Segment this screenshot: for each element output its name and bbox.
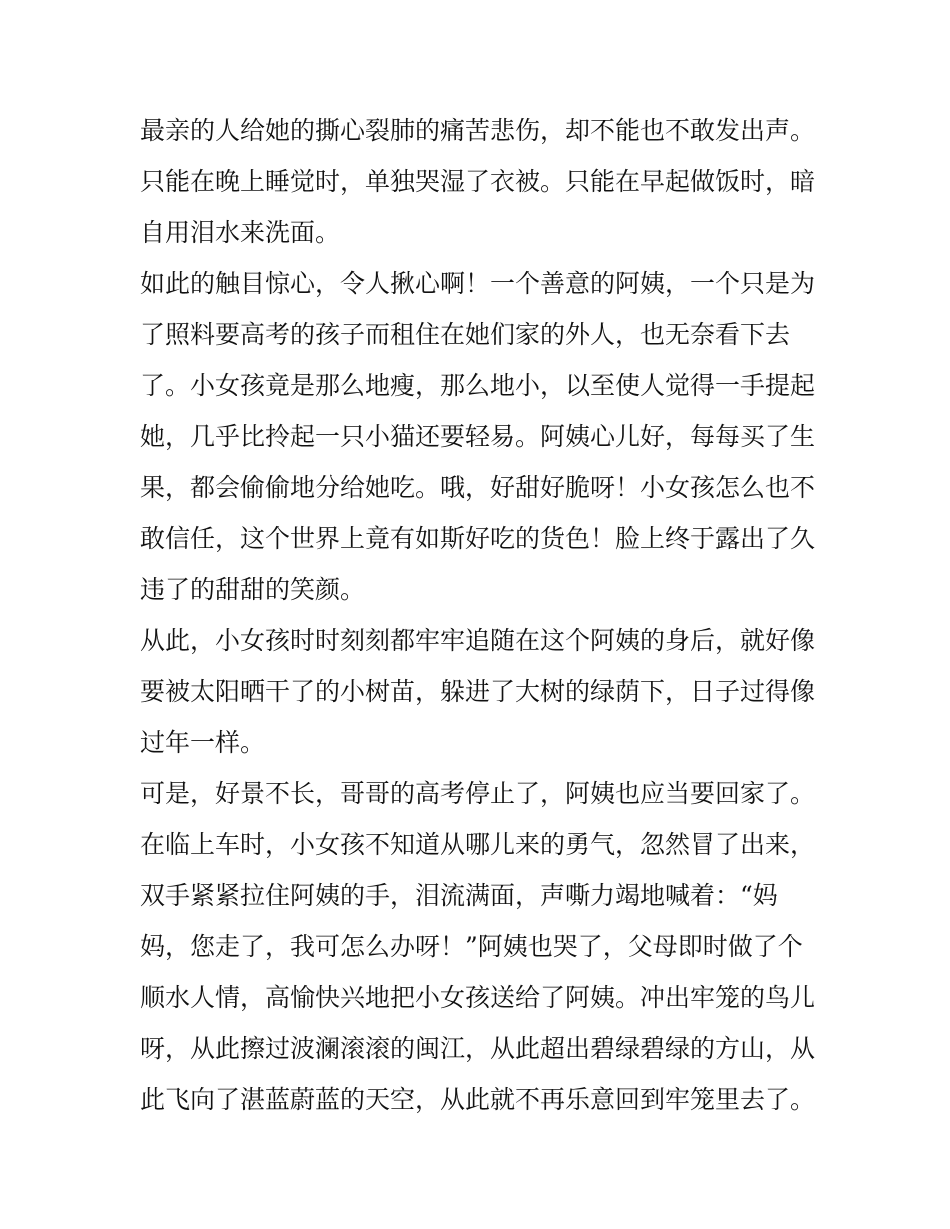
text-line: 如此的触目惊心，令人揪心啊！一个善意的阿姨，一个只是为 xyxy=(140,269,816,298)
text-line: 敢信任，这个世界上竟有如斯好吃的货色！脸上终于露出了久 xyxy=(140,524,816,553)
text-line: 妈，您走了，我可怎么办呀！”阿姨也哭了，父母即时做了个 xyxy=(140,932,803,961)
text-line: 要被太阳晒干了的小树苗，躲进了大树的绿荫下，日子过得像 xyxy=(140,677,816,706)
text-line: 过年一样。 xyxy=(140,728,266,757)
text-line: 在临上车时，小女孩不知道从哪儿来的勇气，忽然冒了出来， xyxy=(140,830,816,859)
text-line: 她，几乎比拎起一只小猫还要轻易。阿姨心儿好，每每买了生 xyxy=(140,422,816,451)
text-line: 从此，小女孩时时刻刻都牢牢追随在这个阿姨的身后，就好像 xyxy=(140,626,816,655)
body-text xyxy=(140,105,820,1125)
text-line: 顺水人情，高愉快兴地把小女孩送给了阿姨。冲出牢笼的鸟儿 xyxy=(140,983,816,1012)
text-line: 果，都会偷偷地分给她吃。哦，好甜好脆呀！小女孩怎么也不 xyxy=(140,473,816,502)
text-line: 呀，从此擦过波澜滚滚的闽江，从此超出碧绿碧绿的方山，从 xyxy=(140,1034,816,1063)
text-line: 可是，好景不长，哥哥的高考停止了，阿姨也应当要回家了。 xyxy=(140,779,816,808)
text-line: 违了的甜甜的笑颜。 xyxy=(140,575,366,604)
text-line: 最亲的人给她的撕心裂肺的痛苦悲伤，却不能也不敢发出声。 xyxy=(140,116,816,145)
text-line: 此飞向了湛蓝蔚蓝的天空，从此就不再乐意回到牢笼里去了。 xyxy=(140,1085,816,1114)
text-line: 了。小女孩竟是那么地瘦，那么地小，以至使人觉得一手提起 xyxy=(140,371,816,400)
text-line: 自用泪水来洗面。 xyxy=(140,218,341,247)
text-line: 只能在晚上睡觉时，单独哭湿了衣被。只能在早起做饭时，暗 xyxy=(140,167,816,196)
text-line: 双手紧紧拉住阿姨的手，泪流满面，声嘶力竭地喊着：“妈 xyxy=(140,881,778,910)
text-line: 了照料要高考的孩子而租住在她们家的外人，也无奈看下去 xyxy=(140,320,791,349)
